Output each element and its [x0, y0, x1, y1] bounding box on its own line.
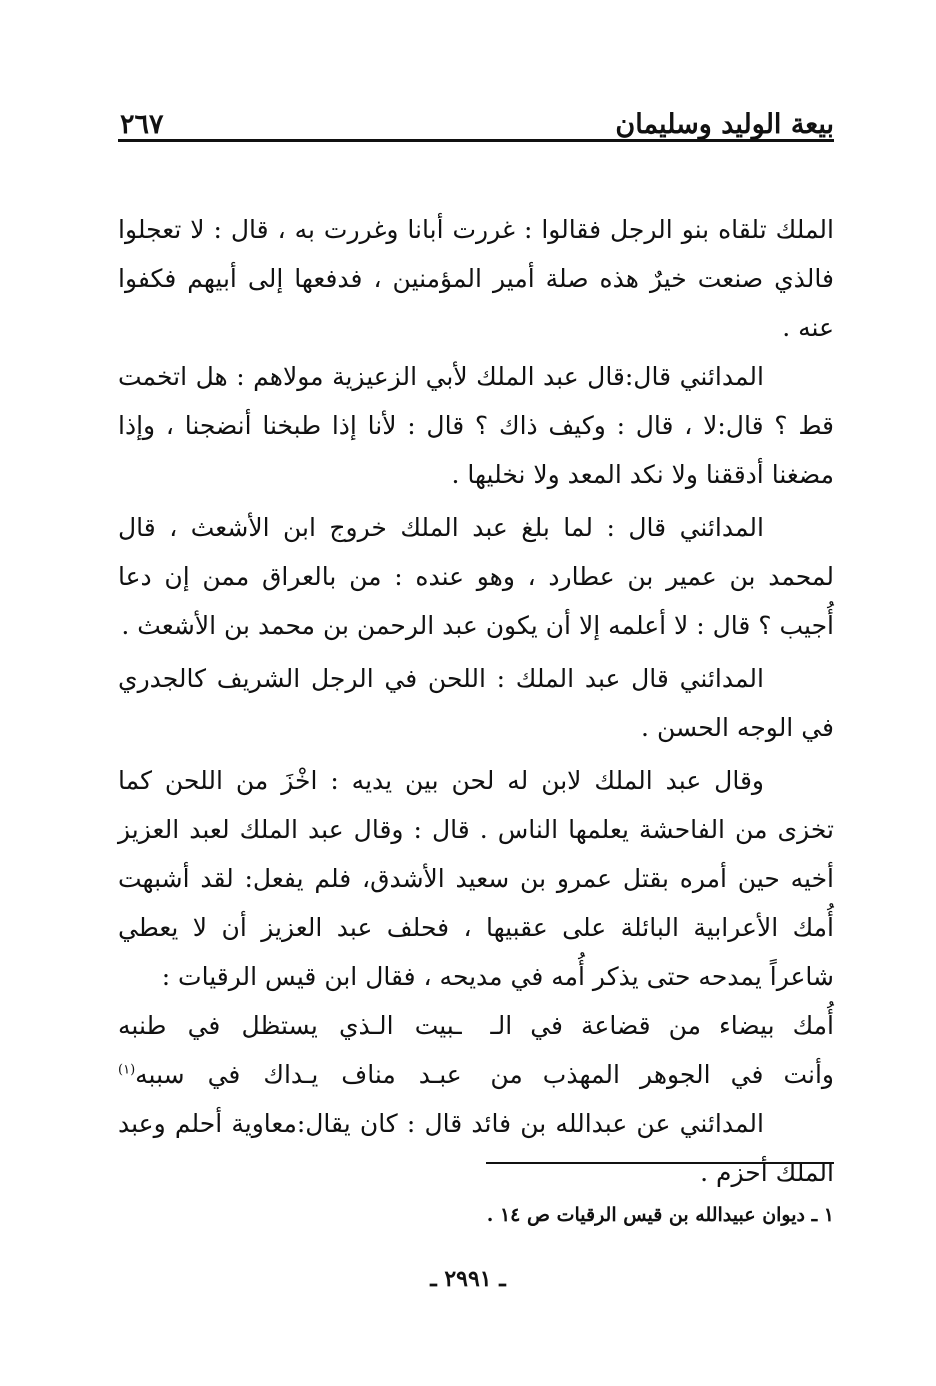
folio-number: ـ ٢٩٩١ ـ — [430, 1266, 506, 1292]
verse-second-hemistich — [118, 1050, 462, 1099]
footnote: ١ ـ ديوان عبيدالله بن قيس الرقيات ص ١٤ . — [486, 1204, 834, 1226]
verse-first-hemistich: أُمك بيضاء من قضاعة في الـ — [490, 1011, 834, 1040]
paragraph: المدائني قال عبد الملك : اللحن في الرجل الشريف كالجدري في الوجه الحسن . — [118, 664, 834, 742]
running-title: بيعة الوليد وسليمان — [615, 109, 834, 140]
paragraph: المدائني قال:قال عبد الملك لأبي الزعيزية مولاهم : هل اتخمت قط ؟ قال:لا ، قال : وكيف ذاك ؟ قال : لأنا إذا طبخنا أنضجنا ، وإذا مضغنا أدققنا ولا نكد المعد ولا نخليها . — [118, 362, 834, 489]
verse-second-hemistich: ـبيت الـذي يستظل في طنبه — [118, 1011, 462, 1040]
paragraph: الملك تلقاه بنو الرجل فقالوا : غررت أبانا وغررت به ، قال : لا تعجلوا فالذي صنعت خيرٌ هذه صلة أمير المؤمنين ، فدفعها إلى أبيهم فكفوا عنه . — [118, 215, 834, 342]
verse-line — [118, 1050, 834, 1099]
paragraph: المدائني عن عبدالله بن فائد قال : كان يقال:معاوية أحلم وعبد الملك أحزم . — [118, 1109, 834, 1187]
running-header — [120, 94, 834, 140]
paragraph: المدائني قال : لما بلغ عبد الملك خروج ابن الأشعث ، قال لمحمد بن عمير بن عطارد ، وهو عنده : من بالعراق ممن إن دعا أُجيب ؟ قال : لا أعلمه إلا أن يكون عبد الرحمن بن محمد بن الأشعث . — [118, 513, 834, 640]
verse-line — [118, 1001, 834, 1050]
poem — [118, 1001, 834, 1099]
header-rule — [118, 139, 834, 142]
footnote-separator — [486, 1162, 834, 1164]
main-text — [118, 205, 834, 1197]
verse-second-hemistich-text: عبـد مناف يـداك في سببه — [135, 1060, 462, 1089]
verse-first-hemistich: وأنت في الجوهر المهذب من — [490, 1060, 834, 1089]
footnote-marker: (١) — [118, 1062, 136, 1078]
header-page-number: ٢٦٧ — [120, 109, 164, 140]
paragraph: وقال عبد الملك لابن له لحن بين يديه : اخْزَ من اللحن كما تخزى من الفاحشة يعلمها الناس . قال : وقال عبد الملك لعبد العزيز أخيه حين أمره بقتل عمرو بن سعيد الأشدق، فلم يفعل: لقد أشبهت أُمك الأعرابية البائلة على عقبيها ، فحلف عبد العزيز أن لا يعطي شاعراً يمدحه حتى يذكر أُمه في مديحه ، فقال ابن قيس الرقيات : — [118, 766, 834, 991]
